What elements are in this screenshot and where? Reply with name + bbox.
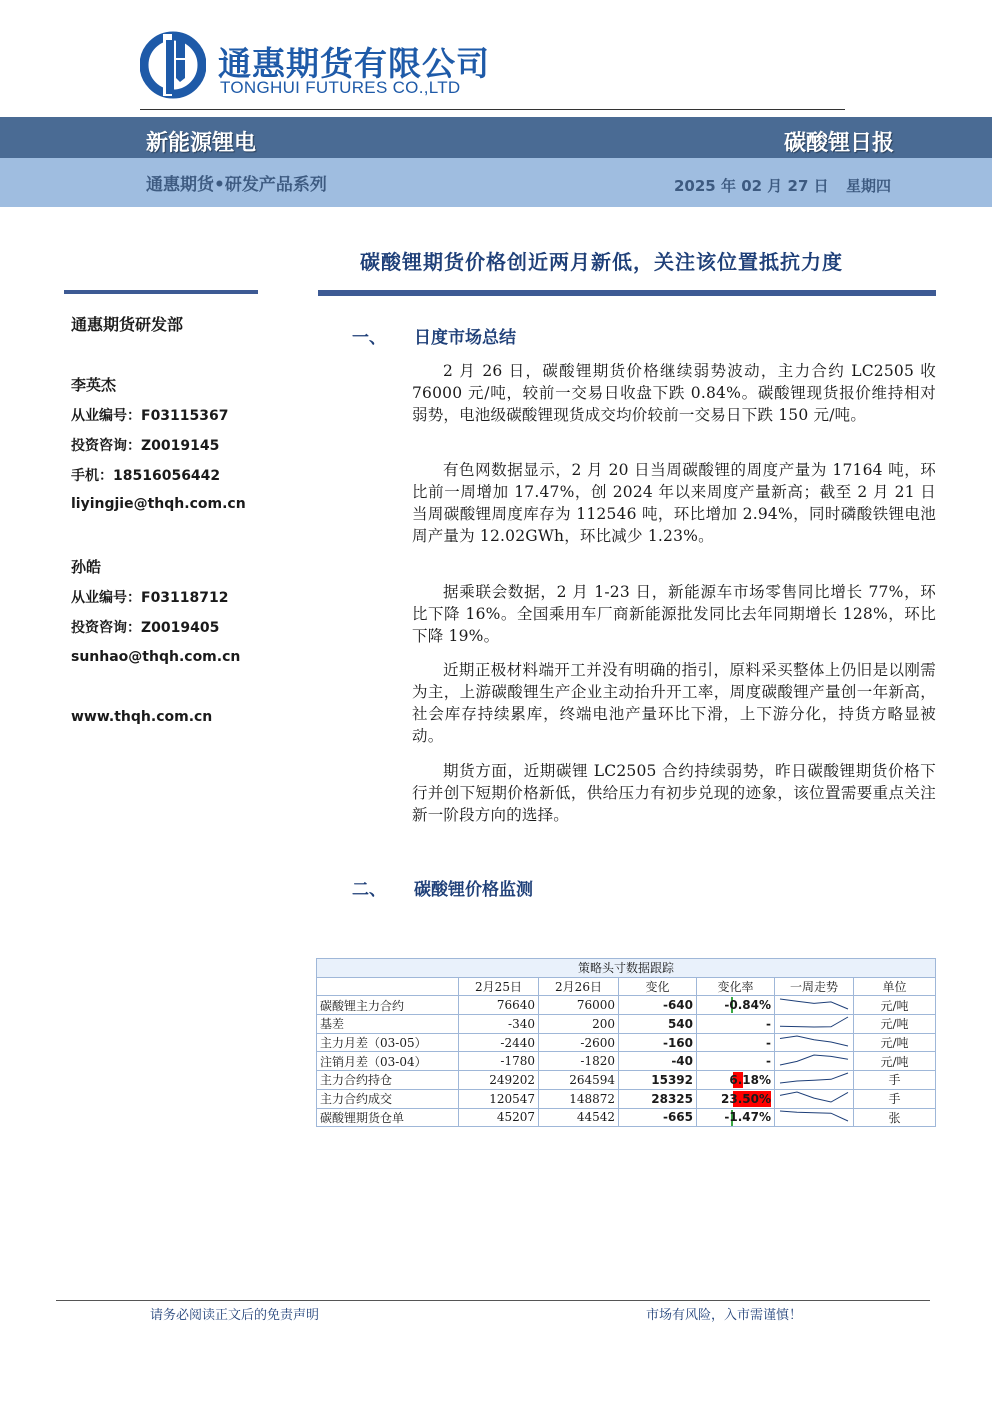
weekly-trend: [775, 1089, 854, 1108]
footer-divider: [56, 1300, 930, 1301]
change-value: -40: [619, 1052, 697, 1071]
section-number: 二、: [352, 880, 386, 900]
value-feb26: 76000: [539, 996, 619, 1015]
report-date: 2025 年 02 月 27 日: [674, 177, 829, 195]
sparkline-icon: [779, 1034, 849, 1048]
sparkline-icon: [779, 1015, 849, 1029]
value-feb25: 76640: [459, 996, 539, 1015]
analyst-advisory: 投资咨询：Z0019145: [71, 438, 220, 454]
column-header: 变化率: [697, 977, 775, 996]
value-feb25: -1780: [459, 1052, 539, 1071]
value-feb26: 44542: [539, 1108, 619, 1127]
company-name-cn: 通惠期货有限公司: [218, 44, 490, 83]
title-divider: [318, 290, 936, 296]
table-row: [317, 1015, 936, 1034]
unit-label: 元/吨: [854, 1015, 936, 1034]
value-feb25: 120547: [459, 1089, 539, 1108]
change-rate: [697, 1052, 775, 1071]
column-header: 单位: [854, 977, 936, 996]
value-feb26: 148872: [539, 1089, 619, 1108]
change-rate: [697, 1108, 775, 1127]
column-header: 变化: [619, 977, 697, 996]
sparkline-path: [780, 1017, 848, 1027]
unit-label: 张: [854, 1108, 936, 1127]
value-feb26: -1820: [539, 1052, 619, 1071]
change-value: 540: [619, 1015, 697, 1034]
section-title: 日度市场总结: [414, 328, 516, 348]
row-label: 主力月差（03-05）: [317, 1033, 459, 1052]
sparkline-icon: [779, 1071, 849, 1085]
paragraph: 有色网数据显示，2 月 20 日当周碳酸锂的周度产量为 17164 吨，环比前一周增加 17.47%，创 2024 年以来周度产量新高；截至 2 月 21 日当周碳酸锂周度库存为 112546 吨，环比增加 2.94%，同时磷酸铁锂电池周产量为 12.02GWh，环比减少 1.23%。: [412, 461, 936, 545]
table-header-row: [317, 977, 936, 996]
analyst-email[interactable]: sunhao@thqh.com.cn: [71, 649, 241, 665]
banner-series: 通惠期货•研发产品系列: [146, 175, 327, 195]
unit-label: 元/吨: [854, 1033, 936, 1052]
analyst-email[interactable]: liyingjie@thqh.com.cn: [71, 496, 246, 512]
change-rate: [697, 1033, 775, 1052]
change-rate-label: 23.50%: [721, 1091, 771, 1106]
sparkline-path: [780, 999, 848, 1009]
table-row: [317, 1052, 936, 1071]
banner-report-type: 碳酸锂日报: [783, 131, 894, 156]
sparkline-icon: [779, 1109, 849, 1123]
change-rate: [697, 1089, 775, 1108]
value-feb25: 249202: [459, 1071, 539, 1090]
unit-label: 元/吨: [854, 996, 936, 1015]
change-rate-label: -: [766, 1054, 771, 1069]
sparkline-icon: [779, 1053, 849, 1067]
unit-label: 手: [854, 1089, 936, 1108]
value-feb26: 264594: [539, 1071, 619, 1090]
banner-sector: 新能源锂电: [146, 131, 257, 156]
table-row: [317, 1071, 936, 1090]
sparkline-path: [780, 1092, 848, 1102]
change-rate: [697, 1015, 775, 1034]
change-rate-label: 6.18%: [729, 1072, 771, 1087]
change-rate: [697, 996, 775, 1015]
row-label: 基差: [317, 1015, 459, 1034]
table-row: [317, 996, 936, 1015]
change-rate-label: -0.84%: [724, 998, 771, 1013]
disclaimer-note: 请务必阅读正文后的免责声明: [150, 1308, 320, 1323]
row-label: 注销月差（03-04）: [317, 1052, 459, 1071]
price-monitor-table: [316, 958, 936, 1127]
value-feb26: 200: [539, 1015, 619, 1034]
sparkline-icon: [779, 1090, 849, 1104]
change-value: -640: [619, 996, 697, 1015]
report-weekday: 星期四: [846, 177, 892, 195]
change-rate: [697, 1071, 775, 1090]
table-row: [317, 1089, 936, 1108]
section-title: 碳酸锂价格监测: [414, 880, 533, 900]
sparkline-path: [780, 1036, 848, 1046]
analyst-license: 从业编号：F03115367: [71, 408, 229, 424]
table-row: [317, 1108, 936, 1127]
sparkline-path: [780, 1055, 848, 1065]
weekly-trend: [775, 996, 854, 1015]
weekly-trend: [775, 1052, 854, 1071]
column-header: 2月26日: [539, 977, 619, 996]
paragraph: 2 月 26 日，碳酸锂期货价格继续弱势波动，主力合约 LC2505 收 76000 元/吨，较前一交易日收盘下跌 0.84%。碳酸锂现货报价维持相对弱势，电池级碳酸锂现货成交均价较前一交易日下跌 150 元/吨。: [412, 362, 936, 424]
table-row: [317, 1033, 936, 1052]
paragraph: 据乘联会数据，2 月 1-23 日，新能源车市场零售同比增长 77%，环比下降 16%。全国乘用车厂商新能源批发同比去年同期增长 128%，环比下降 19%。: [412, 583, 936, 645]
analyst-phone: 手机：18516056442: [71, 468, 221, 484]
row-label: 主力合约成交: [317, 1089, 459, 1108]
column-header: [317, 977, 459, 996]
website-link[interactable]: www.thqh.com.cn: [71, 709, 213, 725]
change-rate-label: -: [766, 1016, 771, 1031]
value-feb26: -2600: [539, 1033, 619, 1052]
change-value: 28325: [619, 1089, 697, 1108]
table-caption: 策略头寸数据跟踪: [317, 959, 936, 978]
sparkline-path: [780, 1073, 848, 1083]
tonghui-logo-icon: [140, 30, 206, 100]
weekly-trend: [775, 1108, 854, 1127]
change-value: -665: [619, 1108, 697, 1127]
change-value: 15392: [619, 1071, 697, 1090]
row-label: 碳酸锂主力合约: [317, 996, 459, 1015]
unit-label: 元/吨: [854, 1052, 936, 1071]
value-feb25: -2440: [459, 1033, 539, 1052]
weekly-trend: [775, 1015, 854, 1034]
company-name-en: TONGHUI FUTURES CO.,LTD: [220, 78, 461, 97]
paragraph: 期货方面，近期碳锂 LC2505 合约持续弱势，昨日碳酸锂期货价格下行并创下短期价格新低，供给压力有初步兑现的迹象，该位置需要重点关注新一阶段方向的选择。: [412, 762, 936, 824]
analyst-name: 孙皓: [71, 558, 102, 576]
value-feb25: 45207: [459, 1108, 539, 1127]
analyst-license: 从业编号：F03118712: [71, 590, 229, 606]
column-header: 2月25日: [459, 977, 539, 996]
paragraph: 近期正极材料端开工并没有明确的指引，原料采买整体上仍旧是以刚需为主，上游碳酸锂生产企业主动抬升开工率，周度碳酸锂产量创一年新高，社会库存持续累库，终端电池产量环比下滑，上下游分化，持货方略显被动。: [412, 661, 936, 745]
weekly-trend: [775, 1033, 854, 1052]
risk-warning: 市场有风险，入市需谨慎！: [646, 1308, 803, 1323]
change-value: -160: [619, 1033, 697, 1052]
unit-label: 手: [854, 1071, 936, 1090]
change-rate-label: -1.47%: [724, 1110, 771, 1125]
sparkline-path: [780, 1111, 848, 1121]
column-header: 一周走势: [775, 977, 854, 996]
change-rate-label: -: [766, 1035, 771, 1050]
row-label: 主力合约持仓: [317, 1071, 459, 1090]
sparkline-icon: [779, 997, 849, 1011]
department-name: 通惠期货研发部: [71, 315, 184, 334]
sidebar-divider: [64, 290, 258, 294]
report-title: 碳酸锂期货价格创近两月新低，关注该位置抵抗力度: [360, 250, 843, 274]
section-number: 一、: [352, 328, 386, 348]
analyst-advisory: 投资咨询：Z0019405: [71, 620, 220, 636]
row-label: 碳酸锂期货仓单: [317, 1108, 459, 1127]
header-divider: [140, 109, 845, 110]
weekly-trend: [775, 1071, 854, 1090]
value-feb25: -340: [459, 1015, 539, 1034]
analyst-name: 李英杰: [71, 376, 117, 394]
